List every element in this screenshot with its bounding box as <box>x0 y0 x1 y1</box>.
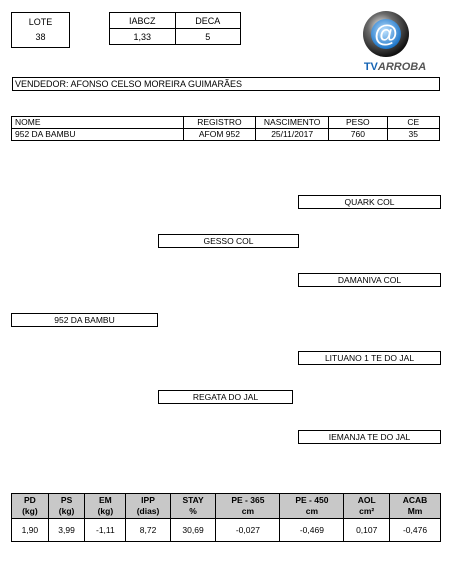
svg-text:@: @ <box>374 21 398 48</box>
at-sign-icon <box>347 9 442 61</box>
iabcz-value: 1,33 <box>110 29 176 45</box>
deps-value: -1,11 <box>85 519 126 542</box>
tv-arroba-logo <box>347 9 442 75</box>
deps-header: ACAB Mm <box>390 494 441 519</box>
deps-value: 0,107 <box>344 519 390 542</box>
pedigree-animal: 952 DA BAMBU <box>11 313 158 327</box>
index-table <box>109 12 241 45</box>
deps-value: -0,469 <box>280 519 344 542</box>
deps-header: STAY % <box>170 494 216 519</box>
registry-value: AFOM 952 <box>183 129 256 141</box>
deps-value: 3,99 <box>48 519 85 542</box>
animal-header-row <box>12 117 440 129</box>
lote-box <box>11 12 70 48</box>
deps-header: EM (kg) <box>85 494 126 519</box>
logo-wordmark: TVARROBA <box>363 61 427 73</box>
animal-row <box>12 129 440 141</box>
seller-line: VENDEDOR: AFONSO CELSO MOREIRA GUIMARÃES <box>12 77 440 91</box>
registry-header: REGISTRO <box>183 117 256 129</box>
lote-value: 38 <box>35 32 46 42</box>
deps-value: 1,90 <box>12 519 49 542</box>
name-header: NOME <box>12 117 184 129</box>
deps-value: 30,69 <box>170 519 216 542</box>
weight-value: 760 <box>329 129 388 141</box>
deps-header: PE - 365 cm <box>216 494 280 519</box>
pedigree-sire: GESSO COL <box>158 234 299 248</box>
pedigree-dam-sire: LITUANO 1 TE DO JAL <box>298 351 441 365</box>
ce-header: CE <box>387 117 439 129</box>
deps-header: AOL cm² <box>344 494 390 519</box>
deps-value: -0,027 <box>216 519 280 542</box>
deps-values-row <box>12 519 441 542</box>
pedigree-sire-dam: DAMANIVA COL <box>298 273 441 287</box>
weight-header: PESO <box>329 117 388 129</box>
deps-header: PS (kg) <box>48 494 85 519</box>
birth-header: NASCIMENTO <box>256 117 329 129</box>
deps-header: PE - 450 cm <box>280 494 344 519</box>
deps-table <box>11 493 441 542</box>
deps-value: -0,476 <box>390 519 441 542</box>
deps-value: 8,72 <box>126 519 170 542</box>
pedigree-dam: REGATA DO JAL <box>158 390 293 404</box>
ce-value: 35 <box>387 129 439 141</box>
birth-value: 25/11/2017 <box>256 129 329 141</box>
deps-header-row <box>12 494 441 519</box>
deca-value: 5 <box>175 29 240 45</box>
deca-header: DECA <box>175 13 240 29</box>
lote-label: LOTE <box>28 17 53 27</box>
animal-table <box>11 116 440 141</box>
pedigree-dam-dam: IEMANJA TE DO JAL <box>298 430 441 444</box>
pedigree-sire-sire: QUARK COL <box>298 195 441 209</box>
deps-header: IPP (dias) <box>126 494 170 519</box>
iabcz-header: IABCZ <box>110 13 176 29</box>
name-value: 952 DA BAMBU <box>12 129 184 141</box>
deps-header: PD (kg) <box>12 494 49 519</box>
